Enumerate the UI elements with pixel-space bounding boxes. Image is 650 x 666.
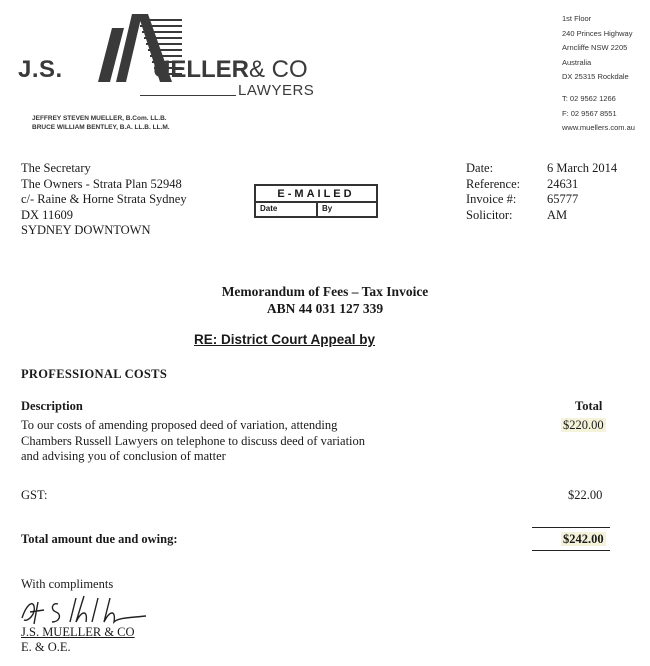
total-rule-top bbox=[532, 527, 610, 528]
gst-amount: $22.00 bbox=[568, 488, 603, 502]
address-line: 1st Floor bbox=[562, 14, 592, 23]
letterhead-rule bbox=[140, 95, 236, 96]
description-line: and advising you of conclusion of matter bbox=[21, 449, 226, 463]
firm-tagline: LAWYERS bbox=[238, 82, 315, 99]
reference-label: Reference: bbox=[466, 176, 521, 191]
stamp-by-label: By bbox=[322, 204, 333, 213]
invoice-label: Invoice #: bbox=[466, 192, 517, 206]
grand-total-value: $242.00 bbox=[563, 532, 604, 546]
date-value: 6 March 2014 bbox=[547, 161, 618, 175]
firm-ampersand: & CO bbox=[249, 56, 308, 83]
date-label: Date: bbox=[466, 161, 494, 175]
description-header: Description bbox=[21, 399, 83, 413]
recipient-line: SYDNEY DOWNTOWN bbox=[21, 223, 151, 237]
re-heading: RE: District Court Appeal by bbox=[194, 332, 376, 347]
description-line: Chambers Russell Lawyers on telephone to discuss deed of variation bbox=[21, 433, 366, 448]
reference-labels bbox=[466, 161, 520, 223]
section-title: PROFESSIONAL COSTS bbox=[21, 367, 168, 381]
total-rule-bottom bbox=[532, 550, 610, 551]
firm-contact bbox=[562, 92, 635, 136]
recipient-line: DX 11609 bbox=[21, 207, 73, 222]
stamp-divider bbox=[316, 203, 318, 216]
firm-name bbox=[153, 56, 308, 84]
stamp-date-label: Date bbox=[260, 204, 278, 213]
partner-2: BRUCE WILLIAM BENTLEY, B.A. LL.B. LL.M. bbox=[32, 124, 170, 131]
website-line: www.muellers.com.au bbox=[562, 123, 635, 132]
memo-title bbox=[0, 283, 650, 317]
fax-line: F: 02 9567 8551 bbox=[562, 108, 617, 118]
line-amount bbox=[561, 418, 606, 433]
reference-values bbox=[547, 161, 617, 223]
recipient-address bbox=[21, 161, 187, 239]
solicitor-value: AM bbox=[547, 207, 568, 222]
partner-1: JEFFREY STEVEN MUELLER, B.Com. LL.B. bbox=[32, 115, 167, 122]
grand-total-label: Total amount due and owing: bbox=[21, 532, 178, 546]
reference-value: 24631 bbox=[547, 176, 579, 191]
memo-heading: Memorandum of Fees – Tax Invoice bbox=[221, 284, 429, 299]
total-header: Total bbox=[575, 399, 603, 413]
description-text bbox=[21, 418, 391, 465]
firm-name-text: UELLER bbox=[153, 56, 249, 83]
solicitor-label: Solicitor: bbox=[466, 207, 513, 222]
gst-label: GST: bbox=[21, 488, 48, 502]
recipient-line: c/- Raine & Horne Strata Sydney bbox=[21, 192, 187, 206]
eoe-text: E. & O.E. bbox=[21, 640, 71, 654]
address-line: 240 Princes Highway bbox=[562, 28, 633, 38]
firm-signature-name: J.S. MUELLER & CO bbox=[21, 625, 135, 639]
phone-line: T: 02 9562 1266 bbox=[562, 94, 616, 103]
description-line: To our costs of amending proposed deed of variation, attending bbox=[21, 418, 338, 432]
invoice-value: 65777 bbox=[547, 192, 579, 206]
abn-line: ABN 44 031 127 339 bbox=[266, 301, 384, 316]
grand-total-amount bbox=[561, 532, 606, 547]
emailed-stamp bbox=[254, 184, 378, 218]
address-line: Arncliffe NSW 2205 bbox=[562, 43, 628, 52]
firm-address bbox=[562, 12, 632, 85]
signature-image bbox=[18, 592, 153, 626]
address-line: Australia bbox=[562, 57, 592, 67]
stamp-title: E-MAILED bbox=[256, 187, 376, 203]
recipient-line: The Secretary bbox=[21, 161, 91, 175]
compliments-text: With compliments bbox=[21, 577, 114, 591]
line-amount-value: $220.00 bbox=[563, 418, 604, 432]
stamp-row bbox=[256, 203, 376, 216]
recipient-line: The Owners - Strata Plan 52948 bbox=[21, 176, 182, 191]
address-line: DX 25315 Rockdale bbox=[562, 72, 629, 81]
firm-initials: J.S. bbox=[18, 56, 63, 83]
